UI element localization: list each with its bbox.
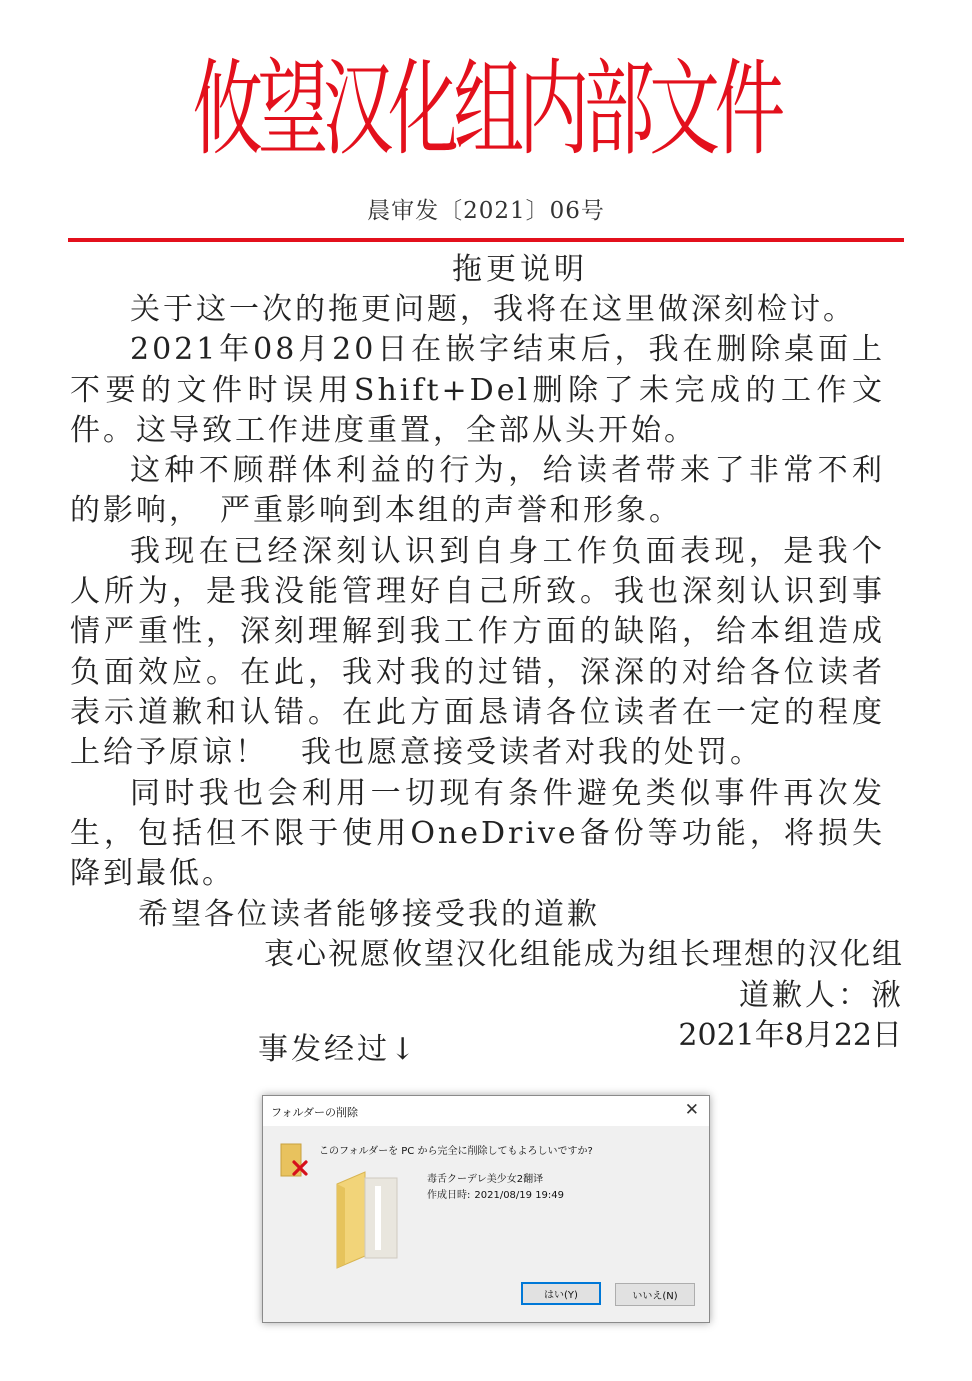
dialog-question: このフォルダーを PC から完全に削除してもよろしいですか? bbox=[319, 1146, 593, 1157]
dialog-title: フォルダーの削除 bbox=[271, 1106, 359, 1119]
file-name: 毒舌クーデレ美少女2翻译 bbox=[427, 1174, 544, 1185]
body-paragraph: 这种不顾群体利益的行为，给读者带来了非常不利的影响， 严重影响到本组的声誉和形象。 bbox=[70, 453, 885, 529]
created-value: 2021/08/19 19:49 bbox=[474, 1190, 565, 1201]
file-created-date bbox=[427, 1186, 568, 1201]
closing-hope: 希望各位读者能够接受我的道歉 bbox=[138, 897, 600, 932]
closing-wish: 衷心祝愿攸望汉化组能成为组长理想的汉化组 bbox=[264, 937, 904, 972]
document-number: 晨审发〔2021〕06号 bbox=[367, 198, 605, 224]
body-paragraph: 同时我也会利用一切现有条件避免类似事件再次发生，包括但不限于使用OneDrive备份等功能，将损失降到最低。 bbox=[70, 775, 885, 892]
incident-label: 事发经过↓ bbox=[258, 1032, 419, 1067]
red-divider bbox=[68, 238, 904, 242]
body-paragraph: 关于这一次的拖更问题，我将在这里做深刻检讨。 bbox=[130, 292, 856, 327]
document-header-title: 攸望汉化组内部文件 bbox=[192, 48, 780, 170]
body-paragraph: 2021年08月20日在嵌字结束后，我在删除桌面上不要的文件时误用Shift+Del删除了未完成的工作文件。这导致工作进度重置，全部从头开始。 bbox=[70, 332, 885, 448]
created-label: 作成日時: bbox=[427, 1190, 471, 1201]
yes-button[interactable]: はい(Y) bbox=[521, 1282, 601, 1305]
body-paragraph: 我现在已经深刻认识到自身工作负面表现，是我个人所为，是我没能管理好自己所致。我也深刻认识到事情严重性，深刻理解到我工作方面的缺陷，给本组造成负面效应。在此，我对我的过错，深深的对给各位读者表示道歉和认错。在此方面恳请各位读者在一定的程度上给予原谅！ 我也愿意接受读者对我的处罚。 bbox=[70, 533, 885, 771]
signature: 道歉人：湫 bbox=[739, 978, 904, 1013]
document-date: 2021年8月22日 bbox=[678, 1018, 902, 1053]
document-heading: 拖更说明 bbox=[452, 252, 588, 287]
folder-icon bbox=[279, 1140, 313, 1180]
dialog-titlebar bbox=[263, 1096, 709, 1126]
delete-folder-dialog bbox=[262, 1095, 710, 1323]
no-button[interactable]: いいえ(N) bbox=[615, 1283, 695, 1306]
close-icon[interactable]: ✕ bbox=[684, 1100, 699, 1120]
folder-icon bbox=[335, 1170, 399, 1270]
document-body bbox=[70, 290, 885, 894]
